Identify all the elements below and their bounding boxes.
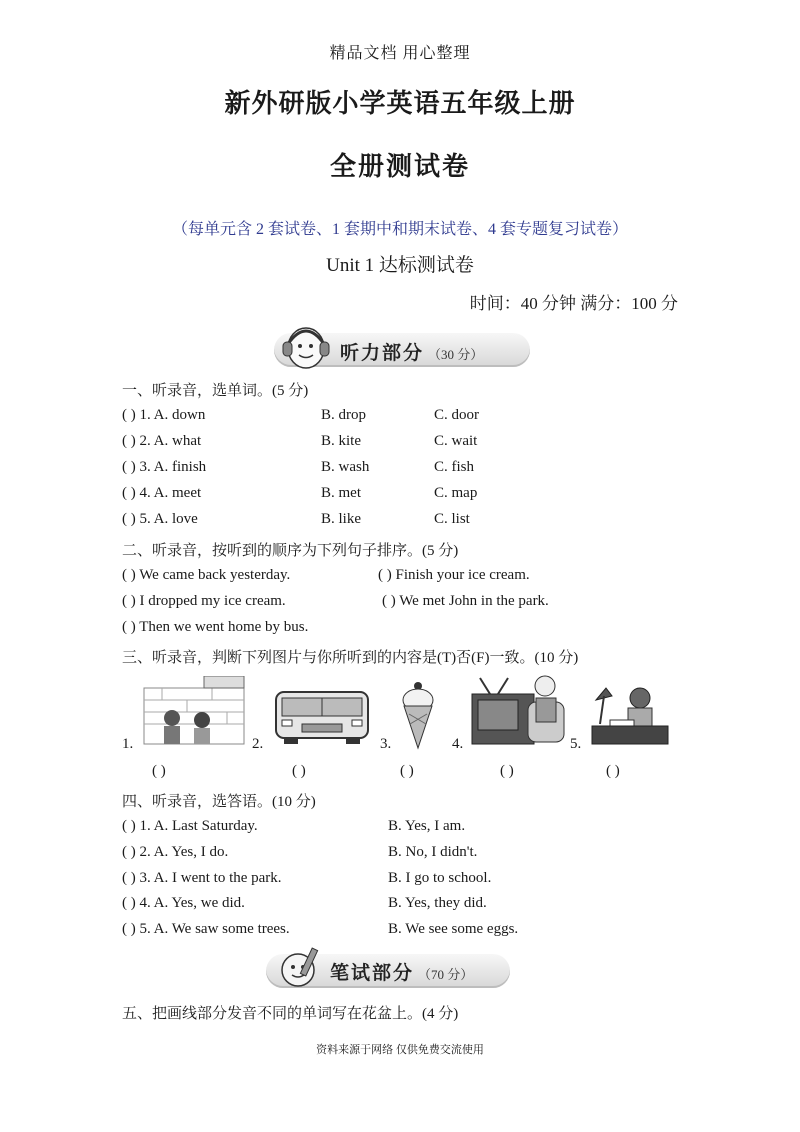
listening-banner-label: 听力部分 (340, 342, 425, 364)
section1-row-4-c: C. map (434, 485, 478, 501)
section1-title: 一、听录音，选单词。(5 分) (122, 383, 309, 399)
section2-item-3: ( ) I dropped my ice cream. (122, 593, 286, 609)
picture-label-5: 5. (570, 736, 582, 752)
time-info: 时间：40 分钟 满分：100 分 (469, 294, 678, 313)
listening-banner-score: （30 分） (428, 347, 484, 362)
section2-item-5: ( ) Then we went home by bus. (122, 619, 309, 635)
section1-row-1-b: B. drop (321, 407, 366, 423)
pencil-icon (276, 944, 324, 990)
picture-label-1: 1. (122, 736, 134, 752)
studying-desk-picture (590, 682, 670, 746)
answer-blank-1[interactable]: ( ) (152, 763, 166, 779)
answer-blank-3[interactable]: ( ) (400, 763, 414, 779)
section4-row-1-a: ( ) 1. A. Last Saturday. (122, 818, 258, 834)
section2-item-2: ( ) Finish your ice cream. (378, 567, 530, 583)
section1-row-3-c: C. fish (434, 459, 475, 475)
section1-row-2-a: ( ) 2. A. what (122, 433, 202, 449)
watching-tv-picture (470, 672, 566, 746)
footer-note: 资料来源于网络 仅供免费交流使用 (316, 1044, 484, 1056)
answer-blank-5[interactable]: ( ) (606, 763, 620, 779)
section1-row-3-b: B. wash (321, 459, 370, 475)
answer-blank-2[interactable]: ( ) (292, 763, 306, 779)
section1-row-4-b: B. met (321, 485, 361, 501)
page-subtitle-title: 全册测试卷 (329, 152, 470, 182)
park-kids-picture (142, 676, 248, 746)
section1-row-2-b: B. kite (321, 433, 361, 449)
section4-row-4-b: B. Yes, they did. (388, 895, 487, 911)
section2-item-1: ( ) We came back yesterday. (122, 567, 291, 583)
section4-row-2-b: B. No, I didn't. (388, 844, 478, 860)
section1-row-2-c: C. wait (434, 433, 478, 449)
section2-title: 二、听录音，按听到的顺序为下列句子排序。(5 分) (122, 543, 459, 559)
section1-row-5-a: ( ) 5. A. love (122, 511, 198, 527)
section1-row-4-a: ( ) 4. A. meet (122, 485, 202, 501)
section4-row-5-a: ( ) 5. A. We saw some trees. (122, 921, 290, 937)
section4-row-1-b: B. Yes, I am. (388, 818, 466, 834)
section4-row-3-a: ( ) 3. A. I went to the park. (122, 870, 282, 886)
answer-blank-4[interactable]: ( ) (500, 763, 514, 779)
picture-label-3: 3. (380, 736, 392, 752)
paper-description: （每单元含 2 套试卷、1 套期中和期末试卷、4 套专题复习试卷） (171, 221, 628, 238)
section4-row-3-b: B. I go to school. (388, 870, 492, 886)
section4-row-5-b: B. We see some eggs. (388, 921, 519, 937)
writing-banner-label: 笔试部分 (330, 962, 415, 984)
section1-row-1-c: C. door (434, 407, 479, 423)
header-note: 精品文档 用心整理 (329, 45, 471, 62)
section5-title: 五、把画线部分发音不同的单词写在花盆上。(4 分) (122, 1006, 459, 1022)
section1-row-1-a: ( ) 1. A. down (122, 407, 206, 423)
ice-cream-picture (398, 680, 438, 750)
section1-row-3-a: ( ) 3. A. finish (122, 459, 207, 475)
bus-picture (272, 688, 372, 746)
page-title: 新外研版小学英语五年级上册 (224, 89, 576, 119)
picture-label-2: 2. (252, 736, 264, 752)
headphones-icon (278, 322, 334, 370)
section2-item-4: ( ) We met John in the park. (382, 593, 549, 609)
section4-row-2-a: ( ) 2. A. Yes, I do. (122, 844, 229, 860)
section4-row-4-a: ( ) 4. A. Yes, we did. (122, 895, 245, 911)
writing-banner-score: （70 分） (418, 967, 474, 982)
unit-title: Unit 1 达标测试卷 (326, 255, 474, 276)
picture-label-4: 4. (452, 736, 464, 752)
section1-row-5-b: B. like (321, 511, 361, 527)
section3-title: 三、听录音，判断下列图片与你所听到的内容是(T)否(F)一致。(10 分) (122, 650, 579, 666)
section1-row-5-c: C. list (434, 511, 470, 527)
section4-title: 四、听录音，选答语。(10 分) (122, 794, 316, 810)
